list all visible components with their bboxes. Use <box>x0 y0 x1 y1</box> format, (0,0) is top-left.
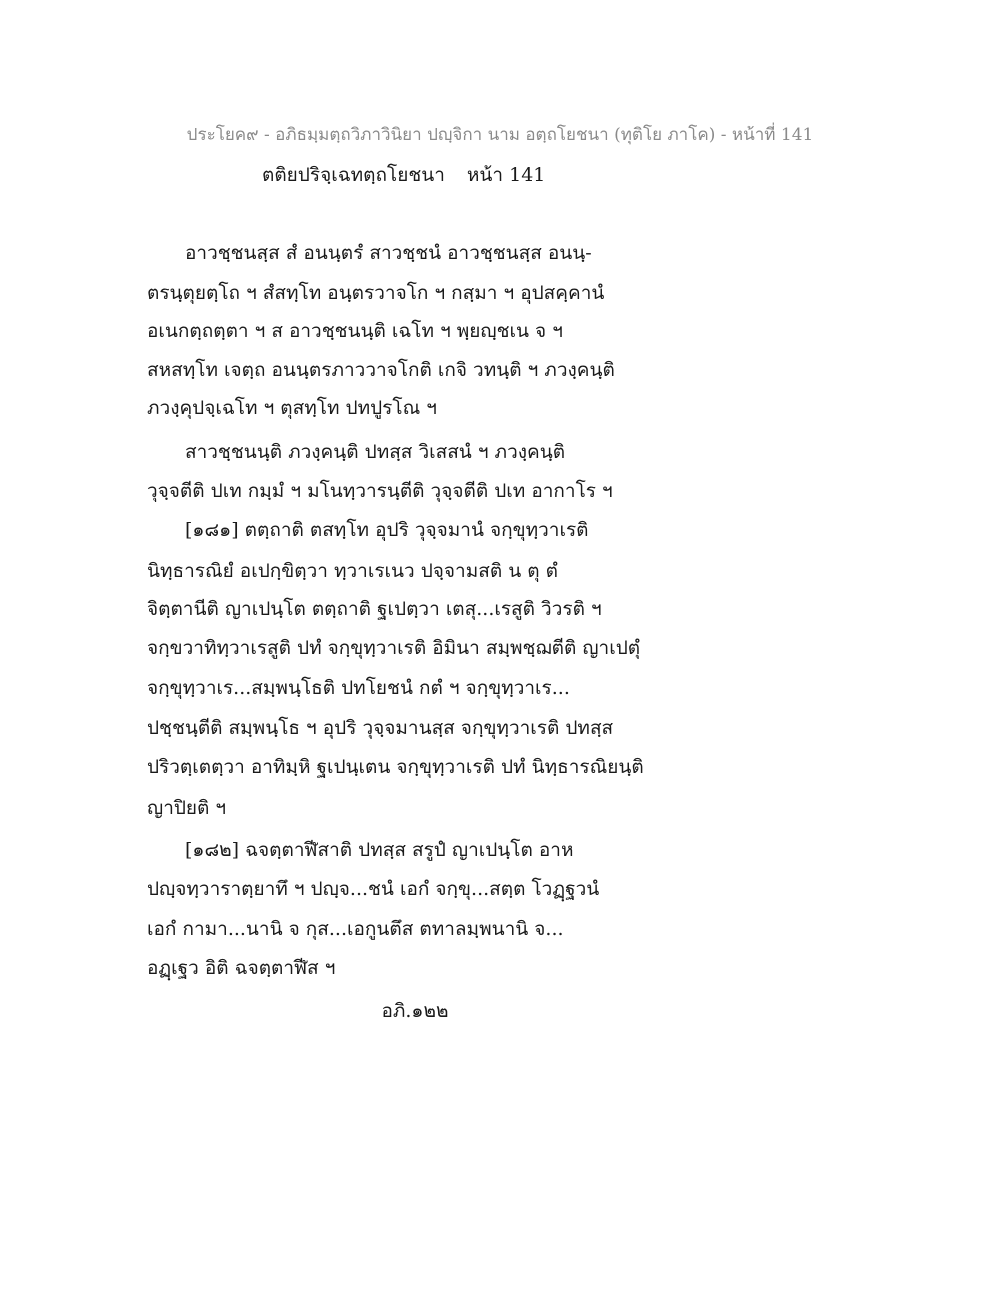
text-line: เอกํ กามา...นานิ จ กุส...เอกูนตึส ตทาลมฺพนานิ จ... <box>147 918 564 940</box>
text-line: อาวชฺชนสฺส สํ อนนฺตรํ สาวชฺชนํ อาวชฺชนสฺส อนนฺ- <box>185 242 592 264</box>
text-line: [๑๘๒] ฉจตฺตาฬีสาติ ปทสฺส สรูปํ ญาเปนฺโต อาห <box>185 839 574 861</box>
page-label: หน้า 141 <box>466 164 546 186</box>
text-line: ตรนฺตุยตฺโถ ฯ สํสทฺโท อนฺตรวาจโก ฯ กสฺมา ฯ อุปสคฺคานํ <box>147 282 605 304</box>
text-line: อเนกตฺถตฺตา ฯ ส อาวชฺชนนฺติ เฉโท ฯ พฺยญฺชเน จ ฯ <box>147 320 563 342</box>
text-line: ญาปิยติ ฯ <box>147 797 227 819</box>
text-line: จกฺขวาทิทฺวาเรสูติ ปทํ จกฺขุทฺวาเรติ อิมินา สมฺพชฺฌตีติ ญาเปตุํ <box>147 637 641 659</box>
text-line: ปชฺชนฺตีติ สมฺพนฺโธ ฯ อุปริ วุจฺจมานสฺส จกฺขุทฺวาเรติ ปทสฺส <box>147 717 614 739</box>
page-signature: อภิ.๑๒๒ <box>381 1000 449 1022</box>
text-line: จิตฺตานีติ ญาเปนฺโต ตตฺถาติ ฐเปตฺวา เตสุ...เรสูติ วิวรติ ฯ <box>147 598 602 620</box>
text-line: ปริวตฺเตตฺวา อาทิมฺหิ ฐเปนฺเตน จกฺขุทฺวาเรติ ปทํ นิทฺธารณิยนฺติ <box>147 756 644 778</box>
section-heading <box>262 161 545 189</box>
text-line: ภวงฺคุปจฺเฉโท ฯ ตุสทฺโท ปทปูรโณ ฯ <box>147 397 437 419</box>
text-line: จกฺขุทฺวาเร...สมฺพนฺโธติ ปทโยชนํ กตํ ฯ จกฺขุทฺวาเร... <box>147 677 570 699</box>
running-header: ประโยค๙ - อภิธมฺมตฺถวิภาวินิยา ปญฺจิกา นาม อตฺถโยชนา (ทุติโย ภาโค) - หน้าที่ 141 <box>186 125 814 145</box>
section-title: ตติยปริจฺเฉทตฺถโยชนา <box>262 164 445 186</box>
text-line: วุจฺจตีติ ปเท กมฺมํ ฯ มโนทฺวารนฺตีติ วุจฺจตีติ ปเท อากาโร ฯ <box>147 480 613 502</box>
text-line: สาวชฺชนนฺติ ภวงฺคนฺติ ปทสฺส วิเสสนํ ฯ ภวงฺคนฺติ <box>185 441 566 463</box>
text-line: [๑๘๑] ตตฺถาติ ตสทฺโท อุปริ วุจฺจมานํ จกฺขุทฺวาเรติ <box>185 519 589 541</box>
text-line: สหสทฺโท เจตฺถ อนนฺตรภาววาจโกติ เกจิ วทนฺติ ฯ ภวงฺคนฺติ <box>147 359 615 381</box>
text-line: นิทฺธารณิยํ อเปกฺขิตฺวา ทฺวาเรเนว ปจฺจามสติ น ตุ ตํ <box>147 560 558 582</box>
text-line: อฏฺเฐว อิติ ฉจตฺตาฬีส ฯ <box>147 957 336 979</box>
text-line: ปญฺจทฺวาราตฺยาทึ ฯ ปญฺจ...ชนํ เอกํ จกฺขุ...สตฺต โวฏฺฐวนํ <box>147 878 600 900</box>
